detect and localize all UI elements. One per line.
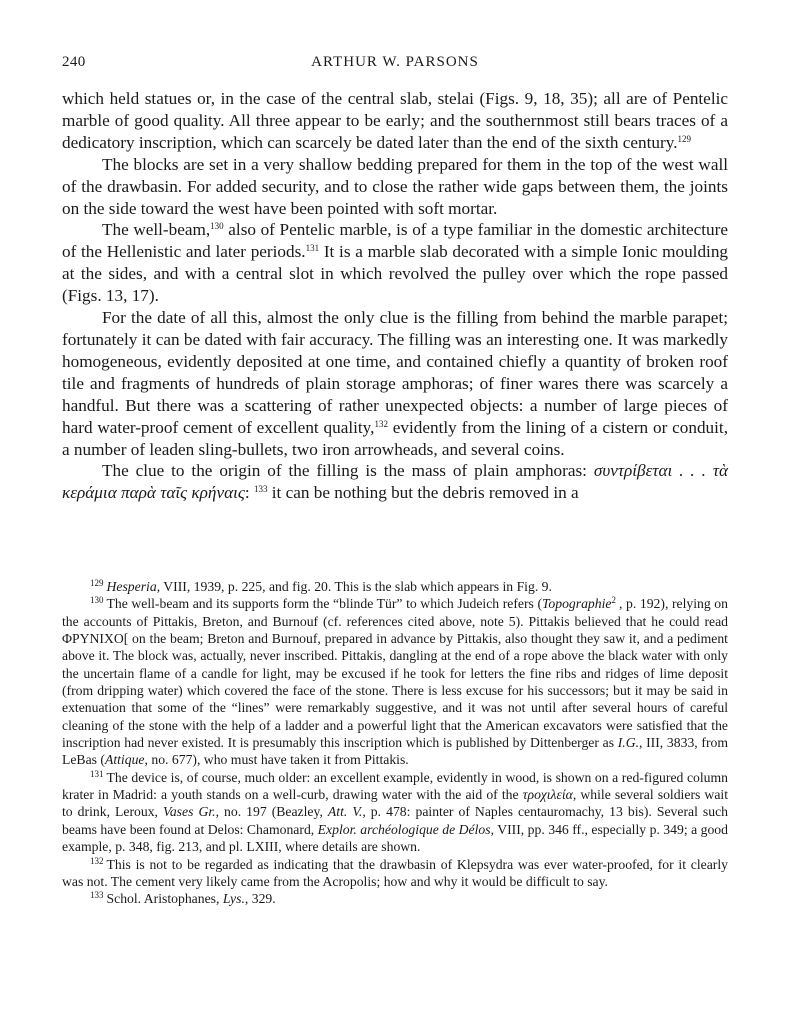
footnote-ref-129: 129 (677, 133, 691, 144)
work-title: Lys. (222, 891, 245, 907)
work-title: I.G. (617, 735, 640, 751)
footnote-131 (62, 769, 728, 856)
footnote-133 (62, 890, 728, 907)
footnote-text: , no. 677), who must have taken it from Pittakis. (144, 752, 409, 768)
greek-quotation: συντρίβεται . . . τὰ κεράμια παρὰ ταῖς κρήναις (62, 461, 729, 503)
paragraph-5-part-c: it can be nothing but the debris removed in a (267, 483, 579, 503)
work-title: Topographie (542, 596, 612, 612)
footnote-number: 133 (90, 890, 104, 901)
footnote-text: Schol. Aristophanes, (106, 891, 223, 907)
footnotes (62, 578, 728, 908)
paragraph-5-part-a: The clue to the origin of the filling is the mass of plain amphoras: (102, 461, 594, 481)
footnote-text: , VIII, pp. 346 ff., especially p. 349; a good example, p. 348, fig. 213, and pl. LXIII, where details are shown. (62, 821, 728, 855)
work-title: Attique (104, 752, 145, 768)
paragraph-2: The blocks are set in a very shallow bedding prepared for them in the top of the west wall of the drawbasin. For added security, and to close the rather wide gaps between them, the joints on the side toward the west have been pointed with soft mortar. (62, 154, 728, 218)
footnote-132 (62, 856, 728, 891)
paragraph-3-part-a: The well-beam, (102, 220, 211, 240)
page-number: 240 (62, 54, 86, 70)
paragraph-4-part-a: For the date of all this, almost the only clue is the filling from behind the marble parapet; fortunately it can be dated with fair accuracy. The filling was an interesting one. It was markedly homogeneous, evidently deposited at one time, and contained chiefly a quantity of broken roof tile and fragments of hundreds of plain storage amphoras; of finer wares there was scarcely a handful. But there was a scattering of rather unexpected objects: a number of large pieces of hard water-proof cement of excellent quality, (62, 308, 728, 437)
footnote-129 (62, 578, 728, 595)
footnote-text: , while several soldiers wait to drink, Leroux, (62, 787, 728, 820)
paragraph-3-part-b: also of Pentelic marble, is of a type familiar in the domestic architecture of the Hellenistic and later periods. (62, 220, 728, 262)
footnote-text: , VIII, 1939, p. 225, and fig. 20. This is the slab which appears in Fig. 9. (156, 579, 552, 594)
running-head: ARTHUR W. PARSONS (311, 54, 479, 70)
work-title: Explor. archéologique de Délos (317, 821, 491, 837)
paragraph-3 (62, 219, 728, 307)
page-header (62, 54, 728, 76)
footnote-text: The device is, of course, much older: an excellent example, evidently in wood, is shown on a red-figured column krater in Madrid: a youth stands on a well-curb, drawing water with the aid of the (62, 769, 728, 803)
footnote-number: 130 (90, 595, 104, 606)
edition-superscript: 2 (611, 595, 616, 606)
paragraph-5-part-b: : (244, 483, 254, 503)
paragraph-5 (62, 460, 728, 504)
footnote-ref-132: 132 (374, 418, 388, 429)
paragraph-4 (62, 307, 728, 460)
footnote-text: , 329. (244, 891, 276, 907)
footnote-130 (62, 595, 728, 768)
work-title: Vases Gr. (163, 804, 216, 820)
footnote-text: The well-beam and its supports form the “blinde Tür” to which Judeich refers ( (106, 596, 543, 612)
work-title: Att. V. (327, 804, 363, 820)
footnote-number: 132 (90, 855, 104, 866)
footnote-ref-133: 133 (253, 484, 268, 495)
journal-title: Hesperia (106, 579, 157, 594)
footnote-text: , no. 197 (Beazley, (215, 804, 328, 820)
paragraph-4-part-b: evidently from the lining of a cistern or conduit, a number of leaden sling-bullets, two iron arrowheads, and several coins. (62, 417, 728, 459)
paragraph-3-part-c: It is a marble slab decorated with a simple Ionic moulding at the sides, and with a central slot in which revolved the pulley over which the rope passed (Figs. 13, 17). (62, 242, 729, 306)
footnote-number: 129 (90, 578, 104, 588)
footnote-ref-130: 130 (210, 221, 224, 232)
footnote-text: , p. 192), relying on the accounts of Pittakis, Breton, and Burnouf (cf. references cited above, note 5). Pittakis believed that he could read ΦΡΥΝΙΧΟ[ on the beam; Breton and Burnouf, prepared in advance by Pittakis, also thought they saw it, and a pediment above it. The block was, actually, never inscribed. Pittakis, dangling at the end of a rope above the black water with only the uncertain flame of a candle for light, may be excused if he took for letters the fine ribs and ridges of lime deposit (from dripping water) which covered the face of the stone. There is less excuse for his successors; but it may be said in extenuation that some of the “lines” were remarkably suggestive, and it was not until after several hours of careful cleaning of the stone with the help of a ladder and a powerful light that the American excavators were satisfied that the inscription had never existed. It is presumably this inscription which is published by Dittenberger as (62, 596, 728, 751)
greek-term: τροχιλεία (522, 787, 573, 803)
body-text (62, 88, 728, 504)
footnote-text: , III, 3833, from LeBas ( (62, 735, 729, 768)
paragraph-1-text: which held statues or, in the case of the central slab, stelai (Figs. 9, 18, 35); all are of Pentelic marble of good quality. All three appear to be early; and the southernmost still bears traces of a dedicatory inscription, which can scarcely be dated later than the end of the sixth century. (62, 89, 728, 152)
paragraph-1 (62, 88, 728, 154)
footnote-text: This is not to be regarded as indicating that the drawbasin of Klepsydra was ever water-proofed, for it clearly was not. The cement very likely came from the Acropolis; how and why it would be difficult to say. (62, 856, 728, 889)
footnote-text: , p. 478: painter of Naples centauromachy, 13 bis). Several such beams have been found at Delos: Chamonard, (62, 804, 728, 837)
footnote-number: 131 (90, 768, 104, 779)
footnote-ref-131: 131 (305, 243, 320, 254)
